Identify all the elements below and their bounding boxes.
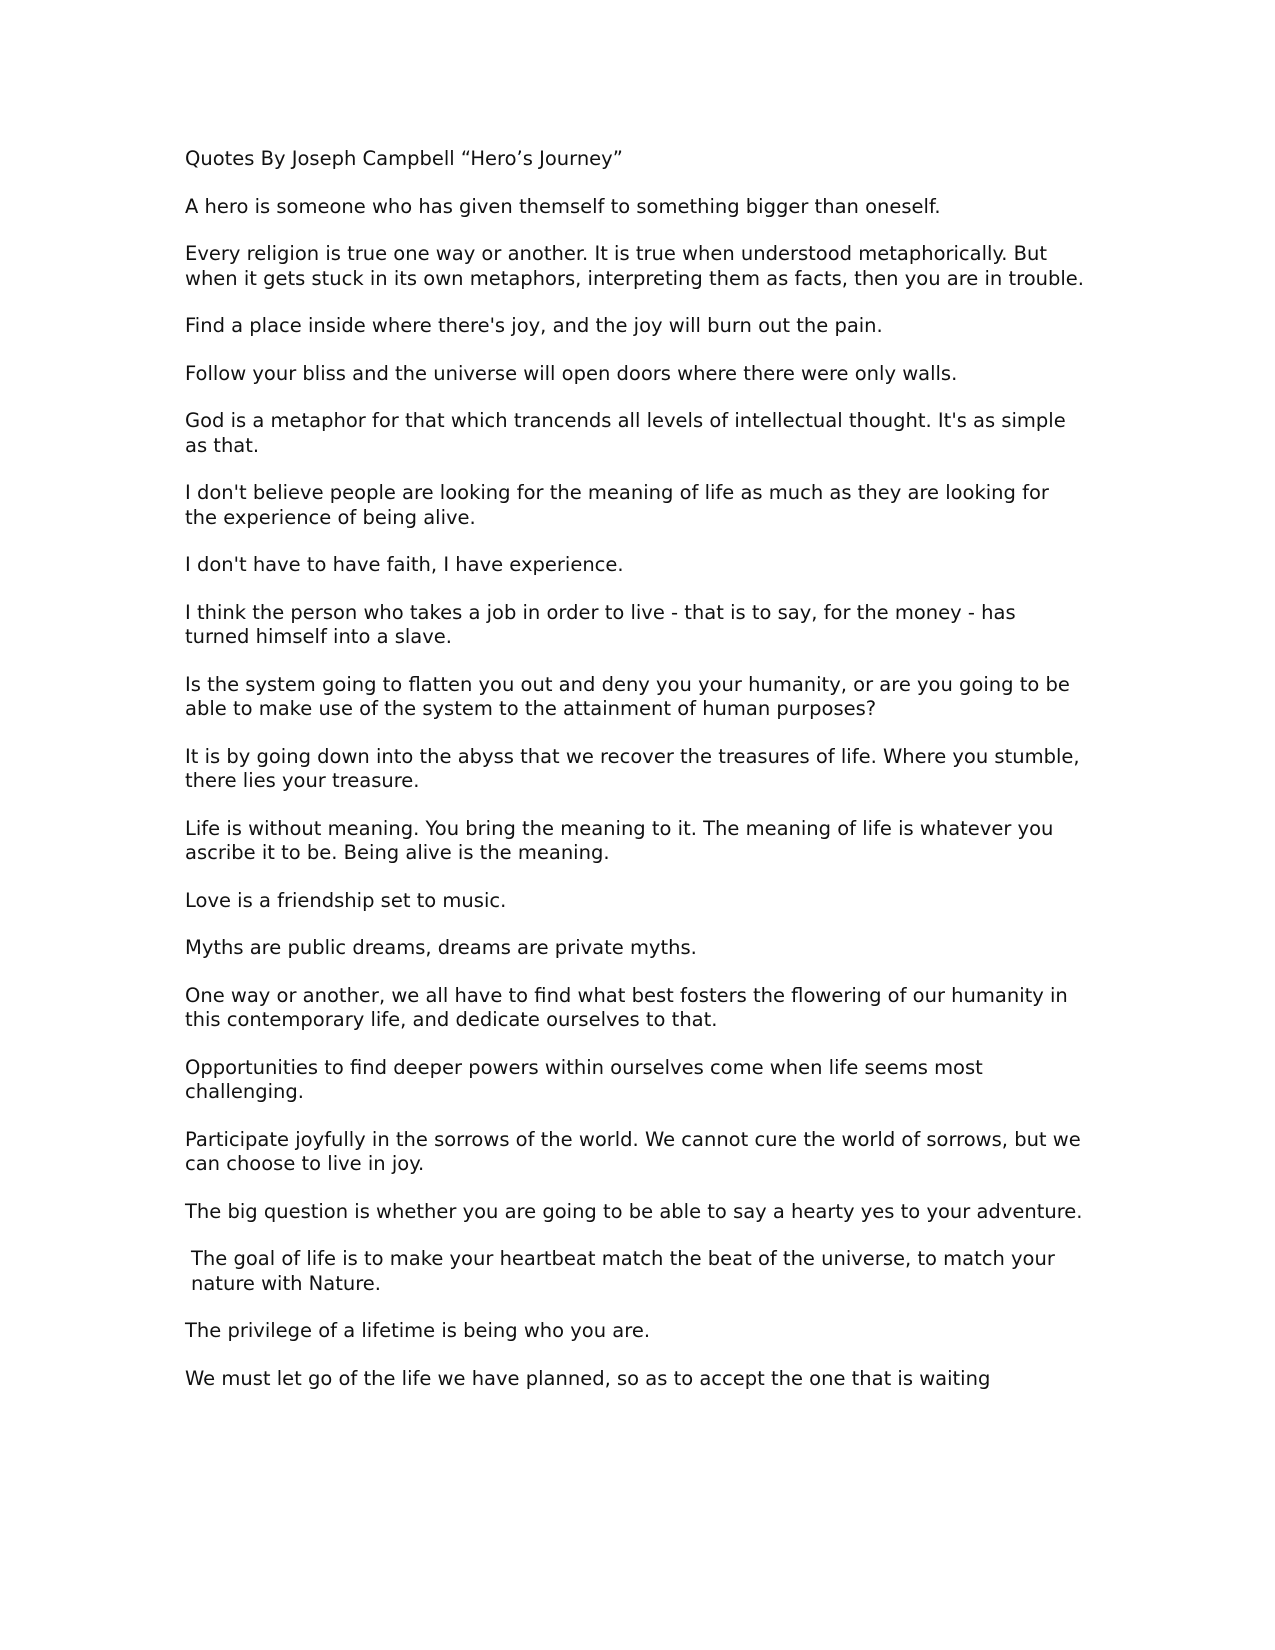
quote-paragraph: I think the person who takes a job in order to live - that is to say, for the money - has turned himself into a slave. <box>185 600 1016 648</box>
quote-paragraph: I don't believe people are looking for the meaning of life as much as they are looking for the experience of being alive. <box>185 481 1049 529</box>
quote-paragraph: Opportunities to find deeper powers within ourselves come when life seems most challenging. <box>185 1055 983 1103</box>
quote-paragraph: A hero is someone who has given themself to something bigger than oneself. <box>185 194 941 218</box>
quote-paragraph: God is a metaphor for that which trancends all levels of intellectual thought. It's as simple as that. <box>185 409 1066 457</box>
quote-paragraph: Every religion is true one way or another. It is true when understood metaphorically. But when it gets stuck in its own metaphors, interpreting them as facts, then you are in trouble. <box>185 242 1084 290</box>
quote-paragraph: I don't have to have faith, I have experience. <box>185 553 624 576</box>
quote-paragraph: We must let go of the life we have planned, so as to accept the one that is waiting <box>185 1366 991 1390</box>
quote-paragraph: The goal of life is to make your heartbeat match the beat of the universe, to match your nature with Nature. <box>191 1247 1055 1295</box>
quote-paragraph: The privilege of a lifetime is being who you are. <box>185 1319 651 1342</box>
quote-paragraph: One way or another, we all have to find what best fosters the flowering of our humanity in this contemporary life, and dedicate ourselves to that. <box>185 983 1068 1031</box>
quote-paragraph: Is the system going to flatten you out and deny you your humanity, or are you going to be able to make use of the system to the attainment of human purposes? <box>185 672 1070 720</box>
quote-paragraph: Love is a friendship set to music. <box>185 888 507 912</box>
quote-paragraph: The big question is whether you are going to be able to say a hearty yes to your adventure. <box>185 1199 1083 1223</box>
quote-paragraph: Follow your bliss and the universe will open doors where there were only walls. <box>185 361 958 385</box>
quote-paragraph: It is by going down into the abyss that we recover the treasures of life. Where you stumble, there lies your treasure. <box>185 744 1080 792</box>
quote-paragraph: Participate joyfully in the sorrows of the world. We cannot cure the world of sorrows, but we can choose to live in joy. <box>185 1127 1081 1175</box>
quote-paragraph: Life is without meaning. You bring the meaning to it. The meaning of life is whatever you ascribe it to be. Being alive is the meaning. <box>185 816 1054 864</box>
document-title: Quotes By Joseph Campbell “Hero’s Journey” <box>185 147 623 170</box>
document-body <box>185 147 1085 1414</box>
quote-paragraph: Find a place inside where there's joy, and the joy will burn out the pain. <box>185 314 883 337</box>
quote-paragraph: Myths are public dreams, dreams are private myths. <box>185 936 697 959</box>
